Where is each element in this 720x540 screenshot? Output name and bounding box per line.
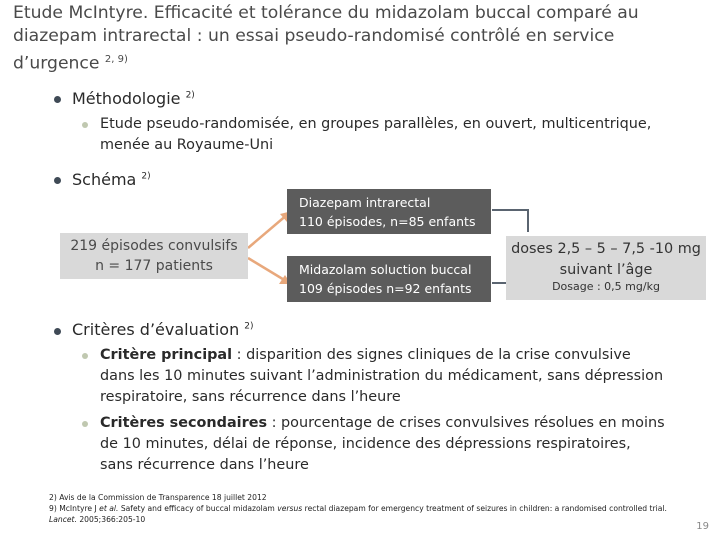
diazepam-title: Diazepam intrarectal (299, 195, 431, 210)
sub-bullet-icon (82, 421, 88, 427)
title-reference: 2, 9) (104, 54, 128, 65)
diazepam-count: 110 épisodes, n=85 enfants (299, 214, 476, 229)
critere-principal: Critère principal : disparition des signes cliniques de la crise convulsive dans les 10 minutes suivant l’administration du médicament, sans dépression respiratoire, sans récurrence dans l’heure (100, 347, 664, 405)
midazolam-count: 109 épisodes n=92 enfants (299, 281, 472, 296)
sub-bullet-icon (82, 353, 88, 359)
diazepam-box (287, 189, 491, 234)
page-number: 19 (696, 521, 709, 532)
source-episodes: 219 épisodes convulsifs (70, 238, 238, 254)
footnote-2: 2) Avis de la Commission de Transparence 18 juillet 2012 (49, 493, 267, 502)
doses-box (506, 236, 706, 300)
arrow-to-midazolam (248, 258, 286, 281)
section-criteres: Critères d’évaluation $^{2)}$ (72, 320, 254, 339)
source-box (60, 233, 248, 279)
midazolam-box (287, 256, 491, 302)
methodologie-item: Etude pseudo-randomisée, en groupes parallèles, en ouvert, multicentrique, menée au Royaume-Uni (100, 116, 652, 153)
section-schema: Schéma $^{2)}$ (72, 170, 151, 189)
source-patients: n = 177 patients (95, 258, 213, 274)
doses-values: doses 2,5 – 5 – 7,5 -10 mg (511, 241, 701, 257)
footnotes (49, 492, 669, 525)
bracket-top (492, 210, 528, 232)
criteres-secondaires: Critères secondaires : pourcentage de crises convulsives résolues en moins de 10 minutes, délai de réponse, incidence des dépressions respiratoires, sans récurrence dans l’heure (100, 415, 665, 473)
doses-age: suivant l’âge (559, 262, 653, 278)
dosage-per-kg: Dosage : 0,5 mg/kg (552, 280, 660, 293)
bullet-icon (54, 328, 61, 335)
midazolam-title: Midazolam soluction buccal (299, 262, 472, 277)
footnote-9: 9) McIntyre J et al. Safety and efficacy of buccal midazolam versus rectal diazepam for emergency treatment of seizures in children: a randomised controlled trial. Lancet. 2005;366:205-10 (49, 504, 667, 524)
arrow-to-diazepam (248, 214, 288, 248)
section-methodologie: Méthodologie $^{2)}$ (72, 89, 195, 108)
slide-title: Etude McIntyre. Efficacité et tolérance du midazolam buccal comparé au diazepam intrarectal : un essai pseudo-randomisé contrôlé en service d’urgence $^{2, 9)}$ (13, 3, 639, 74)
